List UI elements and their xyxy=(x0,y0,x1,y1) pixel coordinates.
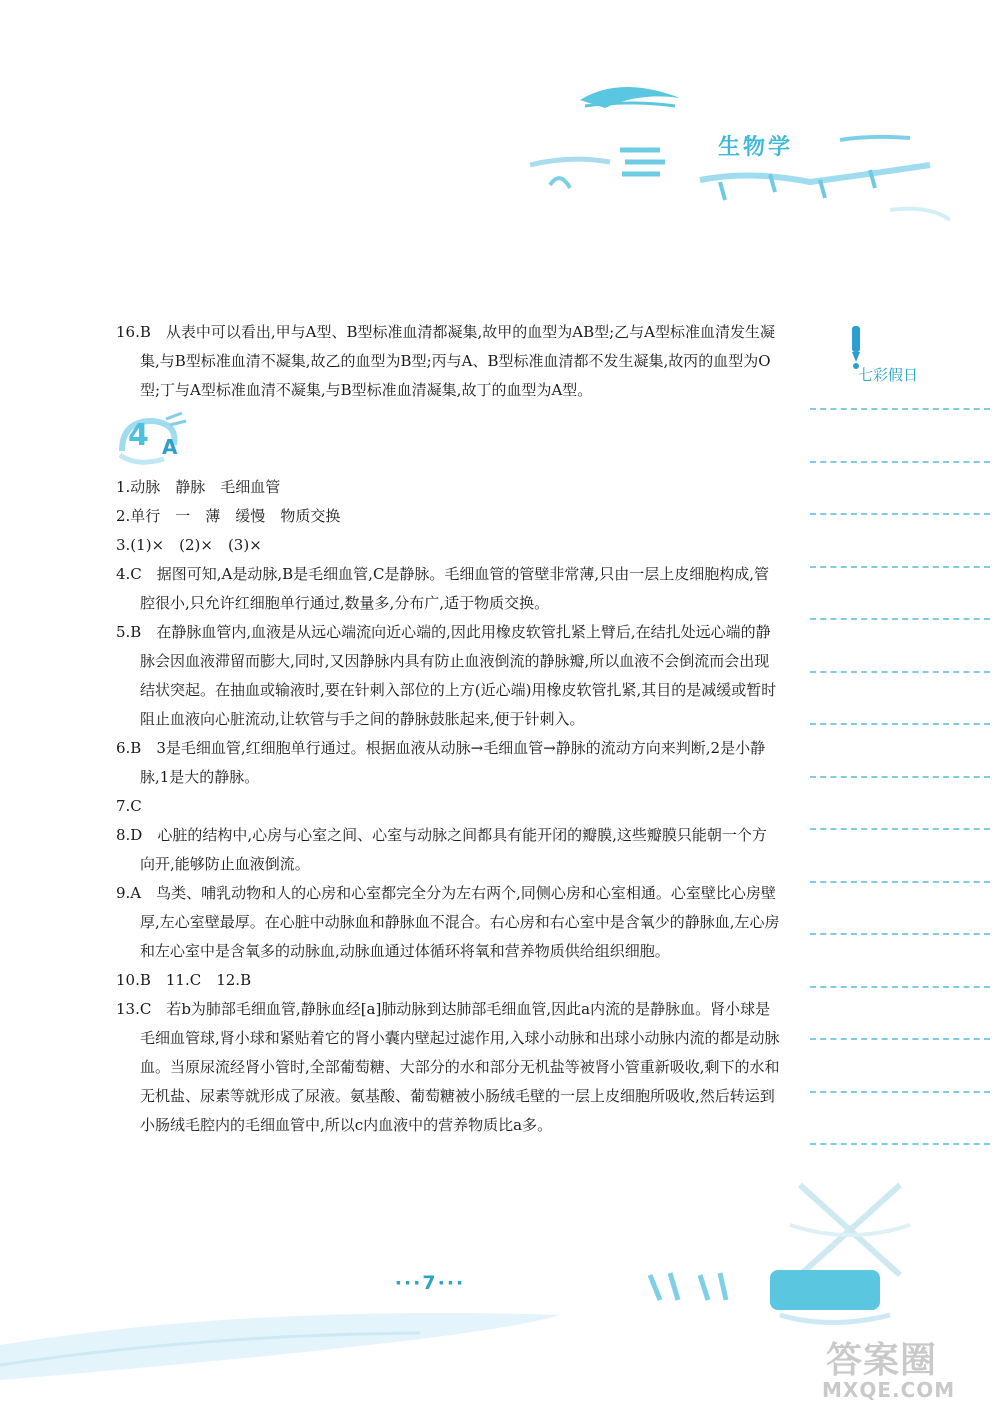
note-line xyxy=(810,566,990,568)
answer-item: 3.(1)× (2)× (3)× xyxy=(116,536,262,554)
note-line xyxy=(810,723,990,725)
watermark-logo-text: 答案圈 xyxy=(826,1340,938,1381)
note-line xyxy=(810,671,990,673)
answer-item: 4.C 据图可知,A是动脉,B是毛细血管,C是静脉。毛细血管的管壁非常薄,只由一层上皮细胞构成,管腔很小,只允许红细胞单行通过,数量多,分布广,适于物质交换。 xyxy=(116,565,769,612)
note-line xyxy=(810,618,990,620)
answer-item: 8.D 心脏的结构中,心房与心室之间、心室与动脉之间都具有能开闭的瓣膜,这些瓣膜只能朝一个方向开,能够防止血液倒流。 xyxy=(116,826,767,873)
note-line xyxy=(810,881,990,883)
section-number: 4 xyxy=(128,418,149,453)
answer-item: 1.动脉 静脉 毛细血管 xyxy=(116,478,281,496)
answer-item: 6.B 3是毛细血管,红细胞单行通过。根据血液从动脉→毛细血管→静脉的流动方向来判断,2是小静脉,1是大的静脉。 xyxy=(116,739,766,786)
note-line xyxy=(810,933,990,935)
answer-content xyxy=(116,318,781,1140)
answer-item: 5.B 在静脉血管内,血液是从远心端流向近心端的,因此用橡皮软管扎紧上臂后,在结扎处远心端的静脉会因血液滞留而膨大,同时,又因静脉内具有防止血液倒流的静脉瓣,所以血液不会倒流而会出现结状突起。在抽血或输液时,要在针刺入部位的上方(近心端)用橡皮软管扎紧,其目的是减缓或暂时阻止血液向心脏流动,让软管与手之间的静脉鼓胀起来,便于针刺入。 xyxy=(116,623,777,728)
note-line xyxy=(810,408,990,410)
note-line xyxy=(810,1038,990,1040)
note-line xyxy=(810,828,990,830)
note-line xyxy=(810,1143,990,1145)
note-line xyxy=(810,986,990,988)
note-line xyxy=(810,776,990,778)
watermark-url: MXQE.COM xyxy=(822,1378,956,1402)
section-badge xyxy=(116,411,781,469)
page-number: ···7··· xyxy=(394,1272,466,1294)
note-line xyxy=(810,461,990,463)
answer-item: 7.C xyxy=(116,797,142,815)
answer-item: 2.单行 一 薄 缓慢 物质交换 xyxy=(116,507,341,525)
answer-item: 9.A 鸟类、哺乳动物和人的心房和心室都完全分为左右两个,同侧心房和心室相通。心室壁比心房壁厚,左心室壁最厚。在心脏中动脉血和静脉血不混合。右心房和右心室中是含氧少的静脉血,左心房和左心室中是含氧多的动脉血,动脉血通过体循环将氧和营养物质供给组织细胞。 xyxy=(116,884,780,960)
brand-text: 七彩假日 xyxy=(858,366,919,384)
note-line xyxy=(810,513,990,515)
answer-item-16: 16.B 从表中可以看出,甲与A型、B型标准血清都凝集,故甲的血型为AB型;乙与A型标准血清发生凝集,与B型标准血清不凝集,故乙的血型为B型;丙与A、B型标准血清都不发生凝集,故丙的血型为O型;丁与A型标准血清不凝集,与B型标准血清凝集,故丁的血型为A型。 xyxy=(116,323,776,399)
note-line xyxy=(810,1091,990,1093)
note-lines xyxy=(810,408,990,1196)
answer-item: 10.B 11.C 12.B xyxy=(116,971,252,989)
header-title: 生物学 xyxy=(718,135,794,160)
answer-item: 13.C 若b为肺部毛细血管,静脉血经[a]肺动脉到达肺部毛细血管,因此a内流的是静脉血。肾小球是毛细血管球,肾小球和紧贴着它的肾小囊内壁起过滤作用,入球小动脉和出球小动脉内流的都是动脉血。当原尿流经肾小管时,全部葡萄糖、大部分的水和部分无机盐等被肾小管重新吸收,剩下的水和无机盐、尿素等就形成了尿液。氨基酸、葡萄糖被小肠绒毛壁的一层上皮细胞所吸收,然后转运到小肠绒毛腔内的毛细血管中,所以c内血液中的营养物质比a多。 xyxy=(116,1000,780,1134)
section-letter: A xyxy=(162,435,178,459)
